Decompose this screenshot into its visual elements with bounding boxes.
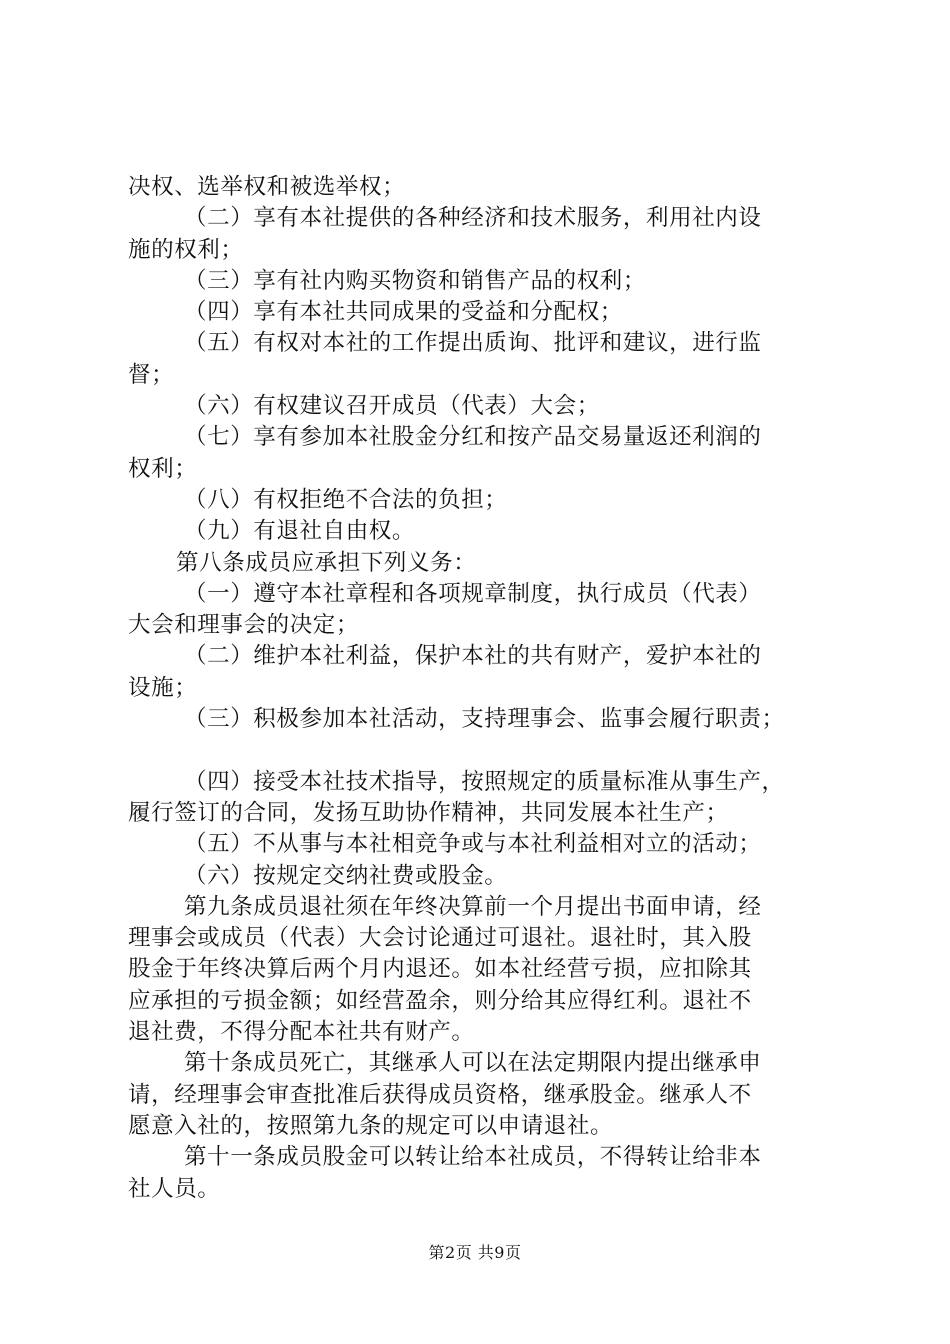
blank-line: [128, 735, 838, 766]
text-line: （二）维护本社利益，保护本社的共有财产，爱护本社的: [184, 643, 762, 670]
text-line: （八）有权拒绝不合法的负担；: [184, 486, 508, 513]
text-line: 大会和理事会的决定；: [128, 612, 360, 639]
text-line: 股金于年终决算后两个月内退还。如本社经营亏损，应扣除其: [128, 956, 752, 983]
text-line: 退社费，不得分配本社共有财产。: [128, 1019, 475, 1046]
text-line: 应承担的亏损金额；如经营盈余，则分给其应得红利。退社不: [128, 987, 752, 1014]
document-body: [128, 172, 838, 1205]
text-line: （三）积极参加本社活动，支持理事会、监事会履行职责；: [184, 706, 785, 733]
text-line: （四）接受本社技术指导，按照规定的质量标准从事生产，: [184, 768, 785, 795]
text-line: 督；: [128, 361, 175, 388]
text-line: 请，经理事会审查批准后获得成员资格，继承股金。继承人不: [128, 1081, 752, 1108]
text-line: 设施；: [128, 674, 198, 701]
text-line: 施的权利；: [128, 236, 244, 263]
text-line: （七）享有参加本社股金分红和按产品交易量返还利润的: [184, 424, 762, 451]
article-heading: 第八条成员应承担下列义务：: [176, 549, 477, 576]
text-line: 愿意入社的，按照第九条的规定可以申请退社。: [128, 1112, 614, 1139]
text-line: 第十一条成员股金可以转让给本社成员，不得转让给非本: [184, 1144, 762, 1171]
text-line: （六）有权建议召开成员（代表）大会；: [184, 393, 600, 420]
text-line: （五）有权对本社的工作提出质询、批评和建议，进行监: [184, 330, 762, 357]
text-line: 第十条成员死亡，其继承人可以在法定期限内提出继承申: [184, 1050, 762, 1077]
text-line: （六）按规定交纳社费或股金。: [184, 862, 508, 889]
text-line: 决权、选举权和被选举权；: [128, 174, 406, 200]
text-line: （五）不从事与本社相竞争或与本社利益相对立的活动；: [184, 831, 762, 858]
text-line: （九）有退社自由权。: [184, 518, 416, 545]
text-line: （三）享有社内购买物资和销售产品的权利；: [184, 267, 647, 294]
text-line: 权利；: [128, 455, 198, 482]
page-number-footer: 第2页 共9页: [428, 1243, 522, 1262]
text-line: （四）享有本社共同成果的受益和分配权；: [184, 299, 623, 326]
text-line: （二）享有本社提供的各种经济和技术服务，利用社内设: [184, 205, 762, 232]
text-line: （一）遵守本社章程和各项规章制度，执行成员（代表）: [184, 580, 762, 607]
text-line: 履行签订的合同，发扬互助协作精神，共同发展本社生产；: [128, 799, 729, 826]
text-line: 社人员。: [128, 1175, 221, 1202]
text-line: 理事会或成员（代表）大会讨论通过可退社。退社时，其入股: [128, 925, 752, 952]
text-line: 第九条成员退社须在年终决算前一个月提出书面申请，经: [184, 893, 762, 920]
